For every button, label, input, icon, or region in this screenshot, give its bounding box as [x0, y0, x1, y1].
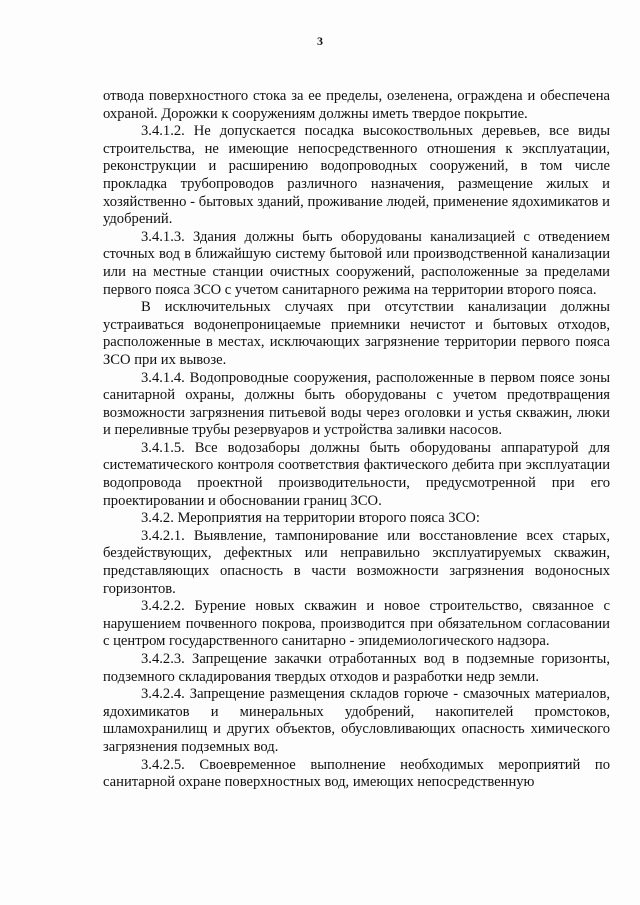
paragraph-3-4-2-2: 3.4.2.2. Бурение новых скважин и новое строительство, связанное с нарушением почвенного покрова, производится при обязательном согласовании с центром государственного санитарно - эпидемиологического надзора. — [103, 598, 610, 650]
paragraph-3-4-2-1: 3.4.2.1. Выявление, тампонирование или восстановление всех старых, бездействующих, дефектных или неправильно эксплуатируемых скважин, представляющих опасность в части возможности загрязнения водоносных горизонтов. — [103, 527, 610, 597]
paragraph-exceptional-cases: В исключительных случаях при отсутствии канализации должны устраиваться водонепроницаемые приемники нечистот и бытовых отходов, расположенные в местах, исключающих загрязнение территории первого пояса ЗСО при их вывозе. — [103, 299, 610, 368]
paragraph-3-4-2-5: 3.4.2.5. Своевременное выполнение необходимых мероприятий по санитарной охране поверхностных вод, имеющих непосредственную — [103, 756, 610, 791]
paragraph-3-4-1-2: 3.4.1.2. Не допускается посадка высокоствольных деревьев, все виды строительства, не имеющие непосредственного отношения к эксплуатации, реконструкции и расширению водопроводных сооружений, в том числе прокладка трубопроводов различного назначения, размещение жилых и хозяйственно - бытовых зданий, проживание людей, применение ядохимикатов и удобрений. — [103, 123, 610, 228]
document-body — [103, 88, 610, 792]
paragraph-3-4-2: 3.4.2. Мероприятия на территории второго пояса ЗСО: — [141, 510, 480, 527]
paragraph-3-4-1-5: 3.4.1.5. Все водозаборы должны быть оборудованы аппаратурой для систематического контроля соответствия фактического дебита при эксплуатации водопровода проектной производительности, предусмотренной при его проектировании и обосновании границ ЗСО. — [103, 439, 610, 509]
paragraph-3-4-2-4: 3.4.2.4. Запрещение размещения складов горюче - смазочных материалов, ядохимикатов и минеральных удобрений, накопителей промстоков, шламохранилищ и других объектов, обусловливающих опасность химического загрязнения подземных вод. — [103, 686, 610, 755]
paragraph-3-4-1-3: 3.4.1.3. Здания должны быть оборудованы канализацией с отведением сточных вод в ближайшую систему бытовой или производственной канализации или на местные станции очистных сооружений, расположенные за пределами первого пояса ЗСО с учетом санитарного режима на территории второго пояса. — [103, 228, 610, 298]
page-number: 3 — [317, 34, 323, 48]
paragraph-3-4-2-3: 3.4.2.3. Запрещение закачки отработанных вод в подземные горизонты, подземного складирования твердых отходов и разработки недр земли. — [103, 651, 610, 685]
paragraph-continuation: отвода поверхностного стока за ее пределы, озеленена, ограждена и обеспечена охраной. Дорожки к сооружениям должны иметь твердое покрытие. — [103, 88, 610, 122]
paragraph-3-4-1-4: 3.4.1.4. Водопроводные сооружения, расположенные в первом поясе зоны санитарной охраны, должны быть оборудованы с учетом предотвращения возможности загрязнения питьевой воды через оголовки и устья скважин, люки и переливные трубы резервуаров и устройства заливки насосов. — [103, 369, 610, 439]
